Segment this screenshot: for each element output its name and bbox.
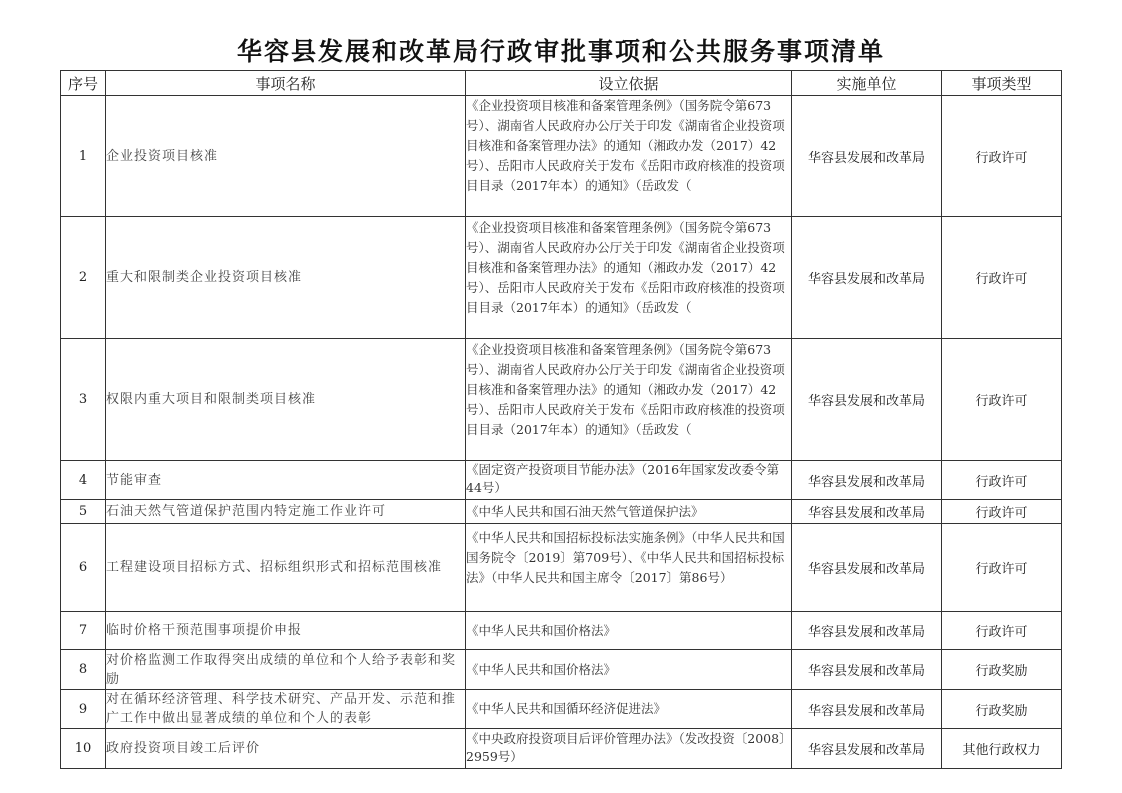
table-row	[61, 729, 1062, 769]
table-row	[61, 612, 1062, 650]
legal-basis	[466, 612, 792, 650]
row-number: 6	[61, 524, 106, 612]
legal-basis-text: 《中华人民共和国循环经济促进法》	[466, 701, 667, 716]
item-type: 行政奖励	[942, 690, 1062, 729]
legal-basis	[466, 690, 792, 729]
item-name: 重大和限制类企业投资项目核准	[106, 217, 466, 339]
table-row	[61, 96, 1062, 217]
implementing-unit: 华容县发展和改革局	[792, 690, 942, 729]
legal-basis	[466, 339, 792, 461]
implementing-unit: 华容县发展和改革局	[792, 339, 942, 461]
legal-basis	[466, 461, 792, 500]
header-basis: 设立依据	[466, 71, 792, 96]
row-number: 2	[61, 217, 106, 339]
row-number: 8	[61, 650, 106, 690]
implementing-unit: 华容县发展和改革局	[792, 612, 942, 650]
table-row	[61, 500, 1062, 524]
item-name-text: 对在循环经济管理、科学技术研究、产品开发、示范和推广工作中做出显著成绩的单位和个人的表彰	[106, 692, 457, 726]
row-number: 3	[61, 339, 106, 461]
header-no: 序号	[61, 71, 106, 96]
row-number: 1	[61, 96, 106, 217]
item-name	[106, 690, 466, 729]
header-name: 事项名称	[106, 71, 466, 96]
legal-basis-text: 《中华人民共和国价格法》	[466, 661, 617, 677]
table-row	[61, 461, 1062, 500]
legal-basis-text: 《中华人民共和国价格法》	[466, 622, 617, 638]
item-name: 对价格监测工作取得突出成绩的单位和个人给予表彰和奖励	[106, 650, 466, 690]
item-type: 其他行政权力	[942, 729, 1062, 769]
legal-basis-text: 《企业投资项目核准和备案管理条例》（国务院令第673号）、湖南省人民政府办公厅关于印发《湖南省企业投资项目核准和备案管理办法》的通知（湘政办发（2017）42号）、岳阳市人民政府关于发布《岳阳市政府核准的投资项目目录（2017年本）的通知》（岳政发（	[466, 98, 785, 193]
header-row	[61, 71, 1062, 96]
legal-basis	[466, 96, 792, 217]
legal-basis	[466, 217, 792, 339]
legal-basis	[466, 729, 792, 769]
row-number: 5	[61, 500, 106, 524]
item-type: 行政许可	[942, 339, 1062, 461]
implementing-unit: 华容县发展和改革局	[792, 500, 942, 524]
row-number: 9	[61, 690, 106, 729]
service-list-table	[60, 70, 1062, 769]
legal-basis	[466, 650, 792, 690]
row-number: 7	[61, 612, 106, 650]
item-type: 行政许可	[942, 96, 1062, 217]
item-type: 行政许可	[942, 524, 1062, 612]
header-type: 事项类型	[942, 71, 1062, 96]
implementing-unit: 华容县发展和改革局	[792, 650, 942, 690]
implementing-unit: 华容县发展和改革局	[792, 461, 942, 500]
legal-basis-text: 《中央政府投资项目后评价管理办法》（发改投资〔2008〕2959号）	[466, 730, 786, 764]
table-row	[61, 690, 1062, 729]
implementing-unit: 华容县发展和改革局	[792, 217, 942, 339]
table-row	[61, 524, 1062, 612]
table-row	[61, 339, 1062, 461]
implementing-unit: 华容县发展和改革局	[792, 96, 942, 217]
item-type: 行政奖励	[942, 650, 1062, 690]
item-name: 石油天然气管道保护范围内特定施工作业许可	[106, 500, 466, 524]
table-row	[61, 217, 1062, 339]
table-row	[61, 650, 1062, 690]
item-name: 临时价格干预范围事项提价申报	[106, 612, 466, 650]
row-number: 10	[61, 729, 106, 769]
implementing-unit: 华容县发展和改革局	[792, 729, 942, 769]
legal-basis-text: 《中华人民共和国招标投标法实施条例》（中华人民共和国国务院令〔2019〕第709号）、《中华人民共和国招标投标法》（中华人民共和国主席令〔2017〕第86号）	[466, 529, 785, 585]
item-name: 节能审查	[106, 461, 466, 500]
page-title: 华容县发展和改革局行政审批事项和公共服务事项清单	[236, 37, 885, 66]
legal-basis-text: 《固定资产投资项目节能办法》（2016年国家发改委令第44号）	[466, 462, 780, 495]
row-number: 4	[61, 461, 106, 500]
legal-basis	[466, 524, 792, 612]
item-name: 企业投资项目核准	[106, 96, 466, 217]
item-name: 工程建设项目招标方式、招标组织形式和招标范围核准	[106, 524, 466, 612]
item-type: 行政许可	[942, 217, 1062, 339]
item-type: 行政许可	[942, 500, 1062, 524]
legal-basis-text: 《企业投资项目核准和备案管理条例》（国务院令第673号）、湖南省人民政府办公厅关于印发《湖南省企业投资项目核准和备案管理办法》的通知（湘政办发（2017）42号）、岳阳市人民政府关于发布《岳阳市政府核准的投资项目目录（2017年本）的通知》（岳政发（	[466, 341, 785, 437]
legal-basis-text: 《企业投资项目核准和备案管理条例》（国务院令第673号）、湖南省人民政府办公厅关于印发《湖南省企业投资项目核准和备案管理办法》的通知（湘政办发（2017）42号）、岳阳市人民政府关于发布《岳阳市政府核准的投资项目目录（2017年本）的通知》（岳政发（	[466, 219, 785, 315]
item-type: 行政许可	[942, 612, 1062, 650]
legal-basis	[466, 500, 792, 524]
item-type: 行政许可	[942, 461, 1062, 500]
implementing-unit: 华容县发展和改革局	[792, 524, 942, 612]
legal-basis-text: 《中华人民共和国石油天然气管道保护法》	[466, 503, 704, 519]
header-unit: 实施单位	[792, 71, 942, 96]
item-name: 权限内重大项目和限制类项目核准	[106, 339, 466, 461]
item-name: 政府投资项目竣工后评价	[106, 729, 466, 769]
